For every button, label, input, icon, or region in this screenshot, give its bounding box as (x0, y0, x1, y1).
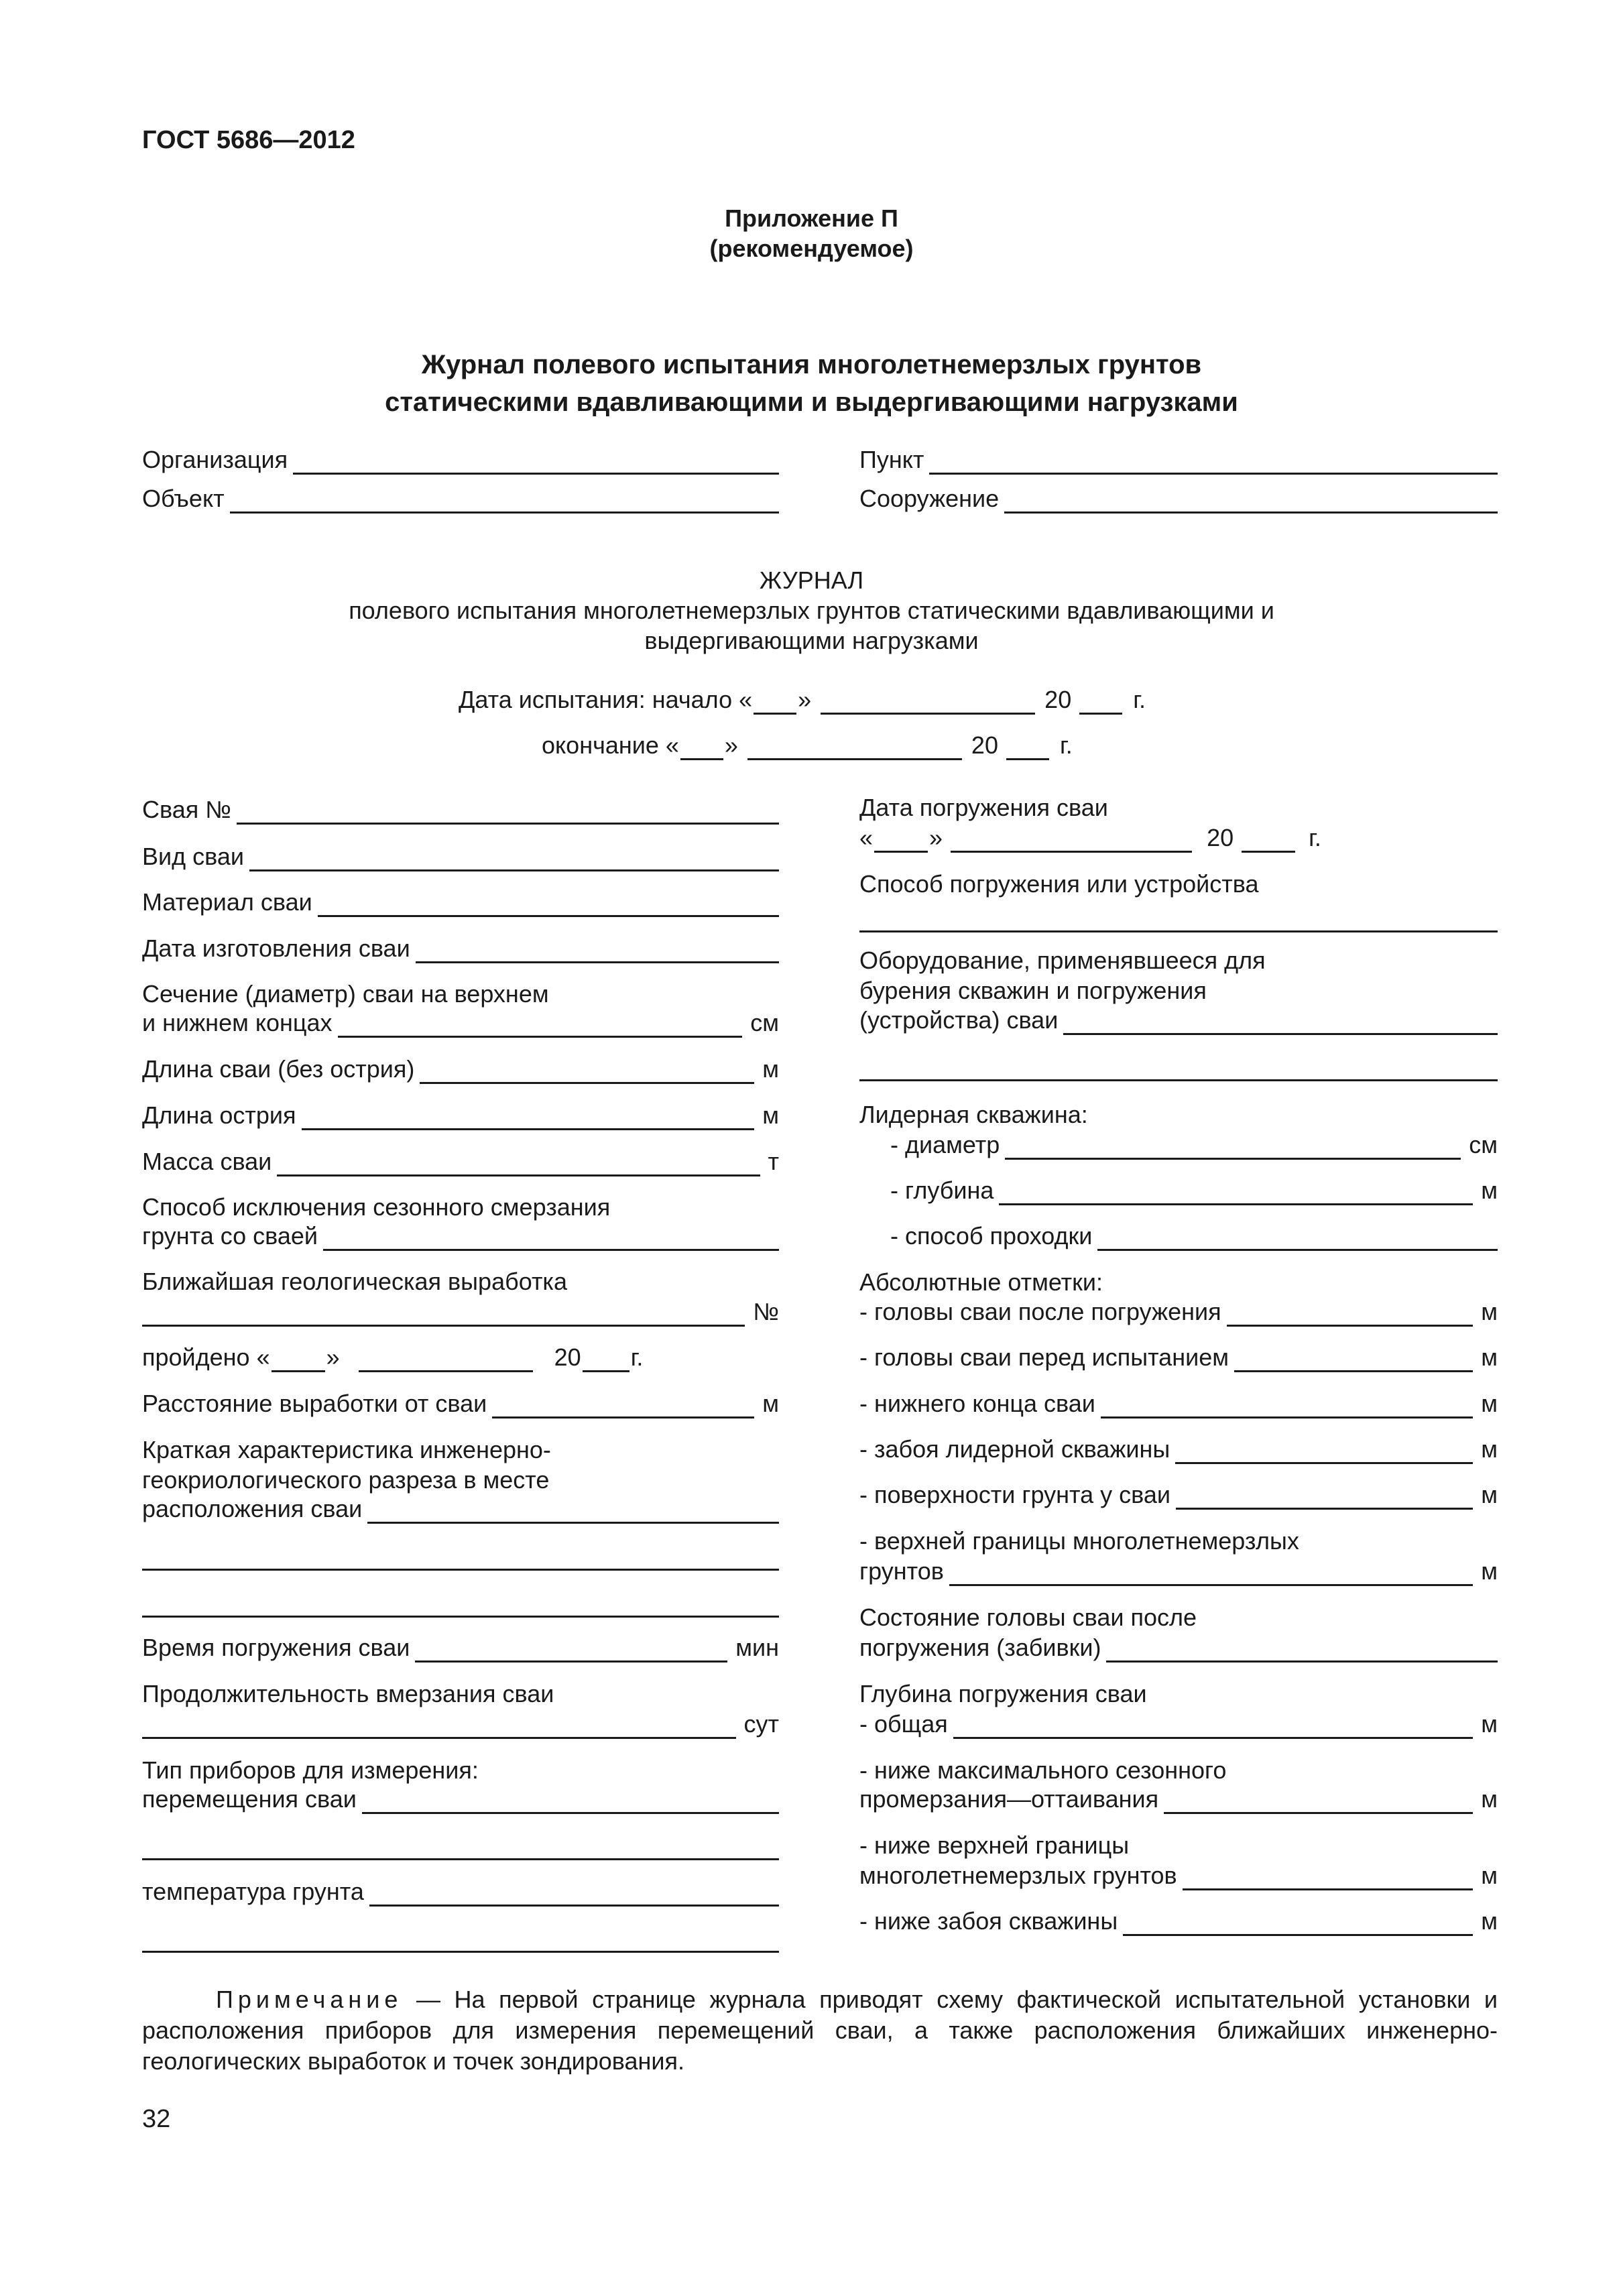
document-title-line2: статическими вдавливающими и выдергивающими нагрузками (385, 387, 1238, 417)
test-start-day-blank[interactable] (754, 691, 796, 715)
test-start-month-blank[interactable] (821, 691, 1035, 715)
pile-type-field: Вид сваи (142, 842, 779, 871)
boring-year-blank[interactable] (583, 1349, 629, 1372)
sink-depth-total-blank[interactable] (953, 1715, 1473, 1739)
below-seasonal-blank[interactable] (1164, 1791, 1473, 1814)
point-blank[interactable] (929, 451, 1498, 475)
test-end-month-blank[interactable] (747, 737, 962, 760)
sink-day-blank[interactable] (874, 829, 928, 853)
journal-heading: ЖУРНАЛ (759, 566, 864, 594)
leader-well-label: Лидерная скважина: (859, 1101, 1088, 1128)
object-field: Объект (142, 484, 779, 513)
journal-subtitle-line2: выдергивающими нагрузками (644, 627, 979, 654)
displacement-devices-field: перемещения сваи (142, 1785, 779, 1814)
length-no-tip-field: Длина сваи (без острия) м (142, 1055, 779, 1083)
equipment-label-line2: бурения скважин и погружения (859, 977, 1207, 1004)
section-blank[interactable] (338, 1014, 743, 1038)
test-start-year-blank[interactable] (1079, 691, 1122, 715)
organization-blank[interactable] (293, 451, 779, 475)
object-blank[interactable] (230, 490, 779, 513)
freeze-exclusion-label-line1: Способ исключения сезонного смерзания (142, 1193, 611, 1221)
test-start-date: Дата испытания: начало « » 20 г. (459, 686, 1146, 713)
boring-month-blank[interactable] (359, 1349, 533, 1372)
test-end-day-blank[interactable] (680, 737, 723, 760)
structure-field: Сооружение (859, 484, 1498, 513)
head-after-field: - головы сваи после погружения м (859, 1298, 1498, 1325)
note-label: Примечание (216, 1986, 403, 2013)
freeze-duration-field: сут (142, 1709, 779, 1739)
nearest-boring-label: Ближайшая геологическая выработка (142, 1268, 567, 1295)
document-title-line1: Журнал полевого испытания многолетнемерзлых грунтов (421, 350, 1202, 379)
sink-date-field: « » 20 г. (859, 824, 1321, 851)
note-text: — На первой странице журнала приводят схему фактической испытательной установки и расположения приборов для измерения перемещений сваи, а также расположения ближайших инженерно-геологических выработок и точек зондирования. (142, 1986, 1498, 2075)
freeze-exclusion-blank[interactable] (323, 1227, 779, 1251)
pile-number-blank[interactable] (237, 801, 779, 825)
head-state-blank[interactable] (1106, 1639, 1498, 1663)
leader-diameter-blank[interactable] (1005, 1136, 1461, 1160)
boring-distance-field: Расстояние выработки от сваи м (142, 1390, 779, 1417)
page-number: 32 (142, 2105, 171, 2133)
below-seasonal-label-line1: - ниже максимального сезонного (859, 1756, 1227, 1784)
characteristic-field: расположения сваи (142, 1494, 779, 1524)
manufacture-date-field: Дата изготовления сваи (142, 934, 779, 963)
head-before-field: - головы сваи перед испытанием м (859, 1343, 1498, 1371)
below-permafrost-label-line1: - ниже верхней границы (859, 1831, 1130, 1859)
characteristic-blank[interactable] (367, 1500, 779, 1524)
head-before-blank[interactable] (1234, 1349, 1473, 1372)
leader-bottom-blank[interactable] (1175, 1441, 1473, 1464)
pile-type-blank[interactable] (249, 848, 779, 871)
lower-end-field: - нижнего конца сваи м (859, 1390, 1498, 1417)
equipment-blank[interactable] (1063, 1012, 1498, 1035)
freeze-duration-label: Продолжительность вмерзания сваи (142, 1680, 554, 1707)
sink-time-blank[interactable] (415, 1639, 727, 1663)
characteristic-label-line1: Краткая характеристика инженерно- (142, 1436, 551, 1463)
sink-month-blank[interactable] (951, 829, 1192, 853)
mass-blank[interactable] (277, 1153, 760, 1176)
mass-field: Масса сваи т (142, 1148, 779, 1175)
freeze-duration-blank[interactable] (142, 1715, 736, 1739)
test-end-date: окончание « » 20 г. (542, 731, 1073, 759)
tip-length-blank[interactable] (302, 1107, 755, 1130)
sink-time-field: Время погружения сваи мин (142, 1634, 779, 1661)
tip-length-field: Длина острия м (142, 1101, 779, 1129)
head-after-blank[interactable] (1227, 1303, 1474, 1327)
pile-material-field: Материал сваи (142, 888, 779, 917)
journal-subtitle-line1: полевого испытания многолетнемерзлых грунтов статическими вдавливающими и (349, 597, 1274, 624)
appendix-status: (рекомендуемое) (709, 235, 914, 262)
permafrost-top-blank[interactable] (949, 1563, 1473, 1586)
below-permafrost-field: многолетнемерзлых грунтов м (859, 1862, 1498, 1889)
soil-temperature-blank[interactable] (369, 1883, 779, 1907)
drilling-method-field: - способ проходки (890, 1221, 1498, 1251)
characteristic-extra-line-2[interactable] (142, 1616, 779, 1618)
below-permafrost-blank[interactable] (1183, 1867, 1474, 1890)
standard-number: ГОСТ 5686—2012 (142, 126, 355, 154)
ground-surface-field: - поверхности грунта у сваи м (859, 1481, 1498, 1508)
characteristic-extra-line-1[interactable] (142, 1569, 779, 1571)
leader-depth-field: - глубина м (890, 1176, 1498, 1204)
sink-depth-total-field: - общая м (859, 1710, 1498, 1738)
note-paragraph (142, 1984, 1498, 2077)
below-well-bottom-field: - ниже забоя скважины м (859, 1907, 1498, 1935)
boring-day-blank[interactable] (272, 1349, 325, 1372)
devices-label: Тип приборов для измерения: (142, 1756, 479, 1784)
equipment-extra-line[interactable] (859, 1079, 1498, 1081)
soil-temperature-extra-line[interactable] (142, 1951, 779, 1953)
equipment-field: (устройства) сваи (859, 1006, 1498, 1035)
permafrost-top-label-line1: - верхней границы многолетнемерзлых (859, 1527, 1299, 1555)
nearest-boring-field: № (142, 1297, 779, 1327)
leader-bottom-field: - забоя лидерной скважины м (859, 1435, 1498, 1463)
head-state-label-line1: Состояние головы сваи после (859, 1604, 1197, 1631)
ground-surface-blank[interactable] (1176, 1486, 1473, 1510)
structure-blank[interactable] (1004, 490, 1498, 513)
displacement-devices-extra-line[interactable] (142, 1858, 779, 1860)
below-well-bottom-blank[interactable] (1123, 1913, 1473, 1936)
boring-distance-blank[interactable] (492, 1395, 754, 1418)
pile-material-blank[interactable] (318, 894, 779, 917)
head-state-field: погружения (забивки) (859, 1633, 1498, 1663)
leader-diameter-field: - диаметр см (890, 1131, 1498, 1158)
appendix-title: Приложение П (725, 204, 898, 232)
section-field: и нижнем концах см (142, 1009, 779, 1036)
below-seasonal-field: промерзания—оттаивания м (859, 1785, 1498, 1813)
displacement-devices-blank[interactable] (362, 1791, 779, 1814)
organization-field: Организация (142, 445, 779, 475)
sink-date-label: Дата погружения сваи (859, 794, 1108, 821)
drilling-method-blank[interactable] (1097, 1227, 1498, 1251)
lower-end-blank[interactable] (1101, 1395, 1473, 1418)
sink-method-blank[interactable] (859, 930, 1498, 932)
absolute-marks-label: Абсолютные отметки: (859, 1268, 1103, 1296)
equipment-label-line1: Оборудование, применявшееся для (859, 947, 1266, 974)
test-end-year-blank[interactable] (1006, 737, 1049, 760)
nearest-boring-blank[interactable] (142, 1303, 745, 1327)
sink-method-label: Способ погружения или устройства (859, 870, 1259, 898)
section-label-line1: Сечение (диаметр) сваи на верхнем (142, 980, 549, 1008)
sink-year-blank[interactable] (1242, 829, 1295, 853)
characteristic-label-line2: геокриологического разреза в месте (142, 1466, 550, 1494)
manufacture-date-blank[interactable] (416, 940, 779, 963)
freeze-exclusion-field: грунта со сваей (142, 1221, 779, 1251)
soil-temperature-field: температура грунта (142, 1877, 779, 1907)
length-no-tip-blank[interactable] (420, 1061, 754, 1084)
point-field: Пункт (859, 445, 1498, 475)
permafrost-top-field: грунтов м (859, 1557, 1498, 1585)
sink-depth-label: Глубина погружения сваи (859, 1680, 1147, 1707)
leader-depth-blank[interactable] (999, 1182, 1473, 1205)
pile-number-field: Свая № (142, 795, 779, 825)
boring-passed-date: пройдено « » 20 г. (142, 1343, 644, 1371)
